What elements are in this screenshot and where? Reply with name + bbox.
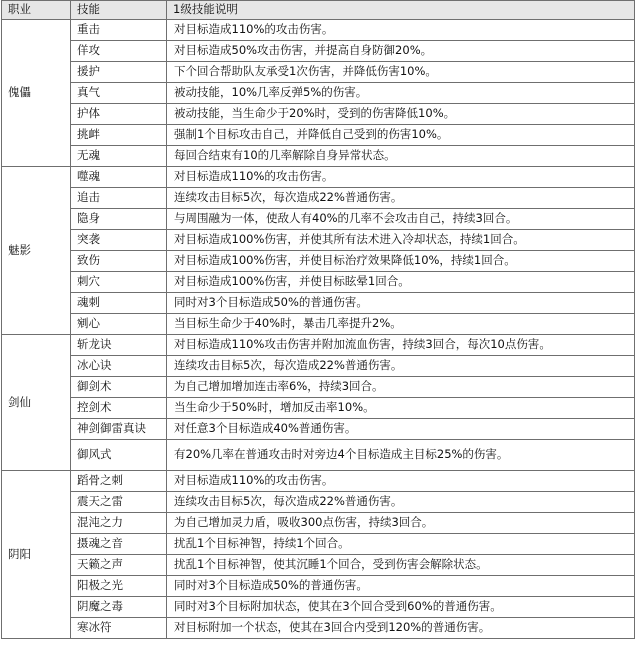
table-row [2,230,635,251]
table-row [2,251,635,272]
skill-desc-cell: 对目标造成100%伤害，并使目标治疗效果降低10%，持续1回合。 [167,251,635,272]
skill-name-cell: 重击 [71,20,167,41]
table-row [2,356,635,377]
skill-desc-cell: 连续攻击目标5次，每次造成22%普通伤害。 [167,356,635,377]
table-row [2,513,635,534]
table-row [2,440,635,471]
table-row [2,62,635,83]
table-row [2,618,635,639]
skill-name-cell: 突袭 [71,230,167,251]
skill-desc-cell: 被动技能，当生命少于20%时，受到的伤害降低10%。 [167,104,635,125]
skill-desc-cell: 对目标造成110%的攻击伤害。 [167,20,635,41]
skill-name-cell: 致伤 [71,251,167,272]
skill-name-cell: 寒冰符 [71,618,167,639]
skill-desc-cell: 当生命少于50%时，增加反击率10%。 [167,398,635,419]
skill-desc-cell: 对目标造成100%伤害，并使其所有法术进入冷却状态，持续1回合。 [167,230,635,251]
skill-desc-cell: 当目标生命少于40%时，暴击几率提升2%。 [167,314,635,335]
header-row [2,1,635,20]
skill-desc-cell: 被动技能，10%几率反弹5%的伤害。 [167,83,635,104]
skill-desc-cell: 扰乱1个目标神智，使其沉睡1个回合，受到伤害会解除状态。 [167,555,635,576]
table-row [2,576,635,597]
table-row [2,104,635,125]
table-row [2,83,635,104]
skill-desc-cell: 对目标造成110%攻击伤害并附加流血伤害，持续3回合，每次10点伤害。 [167,335,635,356]
skill-desc-cell: 有20%几率在普通攻击时对旁边4个目标造成主目标25%的伤害。 [167,440,635,471]
skill-desc-cell: 同时对3个目标造成50%的普通伤害。 [167,293,635,314]
table-row [2,377,635,398]
table-row [2,188,635,209]
skill-desc-cell: 强制1个目标攻击自己，并降低自己受到的伤害10%。 [167,125,635,146]
header-job: 职业 [2,1,71,20]
skill-name-cell: 斩龙诀 [71,335,167,356]
skill-name-cell: 阳极之光 [71,576,167,597]
skill-name-cell: 剜心 [71,314,167,335]
skill-name-cell: 御剑术 [71,377,167,398]
skill-name-cell: 无魂 [71,146,167,167]
skill-desc-cell: 连续攻击目标5次，每次造成22%普通伤害。 [167,188,635,209]
skill-name-cell: 御风式 [71,440,167,471]
job-cell: 魅影 [2,167,71,335]
table-row [2,314,635,335]
skill-name-cell: 震天之雷 [71,492,167,513]
skill-name-cell: 刺穴 [71,272,167,293]
header-skill: 技能 [71,1,167,20]
skill-name-cell: 噬魂 [71,167,167,188]
skill-name-cell: 控剑术 [71,398,167,419]
skill-name-cell: 真气 [71,83,167,104]
skill-table [1,0,635,639]
table-row [2,398,635,419]
skill-desc-cell: 为自己增加灵力盾，吸收300点伤害，持续3回合。 [167,513,635,534]
skill-name-cell: 挑衅 [71,125,167,146]
skill-name-cell: 阴魔之毒 [71,597,167,618]
table-row [2,534,635,555]
skill-desc-cell: 对任意3个目标造成40%普通伤害。 [167,419,635,440]
skill-name-cell: 追击 [71,188,167,209]
skill-desc-cell: 同时对3个目标附加状态，使其在3个回合受到60%的普通伤害。 [167,597,635,618]
skill-name-cell: 冰心诀 [71,356,167,377]
skill-desc-cell: 与周围融为一体，使敌人有40%的几率不会攻击自己，持续3回合。 [167,209,635,230]
skill-name-cell: 神剑御雷真诀 [71,419,167,440]
skill-desc-cell: 对目标造成110%的攻击伤害。 [167,471,635,492]
table-row [2,492,635,513]
table-row [2,597,635,618]
table-body [2,20,635,639]
skill-name-cell: 护体 [71,104,167,125]
table-row [2,167,635,188]
skill-desc-cell: 对目标造成110%的攻击伤害。 [167,167,635,188]
skill-name-cell: 佯攻 [71,41,167,62]
skill-name-cell: 天籁之声 [71,555,167,576]
table-row [2,209,635,230]
table-row [2,293,635,314]
table-row [2,20,635,41]
skill-name-cell: 援护 [71,62,167,83]
skill-name-cell: 蹈骨之刺 [71,471,167,492]
skill-desc-cell: 每回合结束有10的几率解除自身异常状态。 [167,146,635,167]
skill-desc-cell: 同时对3个目标造成50%的普通伤害。 [167,576,635,597]
job-cell: 阴阳 [2,471,71,639]
skill-desc-cell: 连续攻击目标5次，每次造成22%普通伤害。 [167,492,635,513]
table-row [2,419,635,440]
table-row [2,272,635,293]
skill-desc-cell: 对目标造成100%伤害，并使目标眩晕1回合。 [167,272,635,293]
job-cell: 傀儡 [2,20,71,167]
skill-name-cell: 摄魂之音 [71,534,167,555]
skill-desc-cell: 下个回合帮助队友承受1次伤害，并降低伤害10%。 [167,62,635,83]
table-row [2,125,635,146]
skill-desc-cell: 对目标附加一个状态，使其在3回合内受到120%的普通伤害。 [167,618,635,639]
skill-name-cell: 隐身 [71,209,167,230]
table-row [2,146,635,167]
skill-desc-cell: 为自己增加增加连击率6%，持续3回合。 [167,377,635,398]
table-row [2,335,635,356]
table-row [2,41,635,62]
skill-name-cell: 混沌之力 [71,513,167,534]
skill-desc-cell: 对目标造成50%攻击伤害，并提高自身防御20%。 [167,41,635,62]
header-desc: 1级技能说明 [167,1,635,20]
job-cell: 剑仙 [2,335,71,471]
skill-name-cell: 魂刺 [71,293,167,314]
skill-desc-cell: 扰乱1个目标神智，持续1个回合。 [167,534,635,555]
table-row [2,471,635,492]
table-row [2,555,635,576]
